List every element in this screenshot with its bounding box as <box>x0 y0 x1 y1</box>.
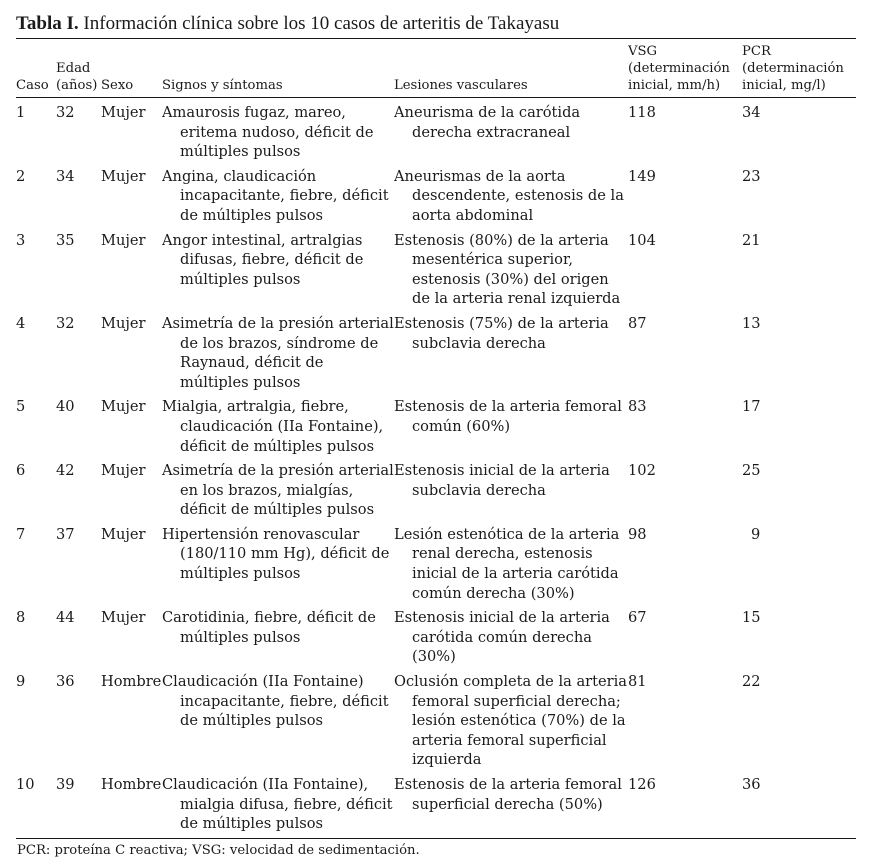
table-row <box>16 603 856 667</box>
cell-caso: 9 <box>16 673 26 691</box>
cell-signos: Asimetría de la presión arterial de los brazos, síndrome de Raynaud, déficit de múltiples pulsos <box>162 314 394 391</box>
cell-lesiones: Aneurisma de la carótida derecha extracraneal <box>394 104 581 141</box>
table-caption <box>16 12 856 38</box>
cell-vsg: 102 <box>628 462 656 480</box>
table-row <box>16 456 856 520</box>
cell-sexo: Mujer <box>101 231 146 249</box>
cell-vsg: 87 <box>628 314 647 332</box>
header-edad: Edad (años) <box>56 39 101 98</box>
header-pcr: PCR (determinación inicial, mg/l) <box>742 39 856 98</box>
cell-signos: Carotidinia, fiebre, déficit de múltiples pulsos <box>162 609 376 646</box>
document-page <box>16 12 856 861</box>
cell-pcr: 23 <box>742 167 761 185</box>
cell-vsg: 67 <box>628 609 647 627</box>
cell-lesiones: Estenosis de la arteria femoral común (60%) <box>394 398 622 435</box>
cell-lesiones: Lesión estenótica de la arteria renal derecha, estenosis inicial de la arteria carótida común derecha (30%) <box>394 525 620 602</box>
cell-lesiones: Estenosis (75%) de la arteria subclavia derecha <box>394 314 609 352</box>
cell-sexo: Hombre <box>101 776 162 793</box>
cell-signos: Angor intestinal, artralgias difusas, fiebre, déficit de múltiples pulsos <box>162 231 364 288</box>
cell-edad: 44 <box>56 609 75 627</box>
header-lesiones: Lesiones vasculares <box>394 39 628 98</box>
cell-caso: 1 <box>16 104 26 121</box>
cell-lesiones: Estenosis inicial de la arteria carótida común derecha (30%) <box>394 609 610 666</box>
cell-pcr: 17 <box>742 398 761 416</box>
table-row <box>16 770 856 838</box>
table-row <box>16 392 856 456</box>
cell-pcr: 25 <box>742 462 761 480</box>
cell-vsg: 98 <box>628 525 647 543</box>
table-row <box>16 162 856 226</box>
cell-vsg: 126 <box>628 776 656 793</box>
cell-sexo: Mujer <box>101 609 146 627</box>
cell-signos: Claudicación (IIa Fontaine), mialgia difusa, fiebre, déficit de múltiples pulsos <box>162 776 393 833</box>
cell-caso: 5 <box>16 398 26 416</box>
cell-vsg: 83 <box>628 398 647 416</box>
cell-edad: 36 <box>56 673 75 691</box>
cell-lesiones: Estenosis (80%) de la arteria mesentérica superior, estenosis (30%) del origen de la arteria renal izquierda <box>394 231 621 308</box>
cell-edad: 42 <box>56 462 75 480</box>
table-row <box>16 226 856 309</box>
cell-lesiones: Oclusión completa de la arteria femoral superficial derecha; lesión estenótica (70%) de la arteria femoral superficial izquierda <box>394 673 627 769</box>
cell-signos: Angina, claudicación incapacitante, fiebre, déficit de múltiples pulsos <box>162 167 389 224</box>
table-header-row <box>16 39 856 98</box>
table-row <box>16 309 856 392</box>
cell-edad: 40 <box>56 398 75 416</box>
cell-pcr: 34 <box>742 104 761 121</box>
cell-pcr: 36 <box>742 776 761 793</box>
cell-edad: 35 <box>56 231 75 249</box>
cell-pcr: 9 <box>751 525 761 543</box>
cell-pcr: 15 <box>742 609 761 627</box>
cell-vsg: 149 <box>628 167 656 185</box>
table-row <box>16 98 856 162</box>
table-row <box>16 520 856 603</box>
cell-sexo: Mujer <box>101 314 146 332</box>
cell-caso: 10 <box>16 776 35 793</box>
cell-vsg: 104 <box>628 231 656 249</box>
cell-caso: 7 <box>16 525 26 543</box>
cell-caso: 8 <box>16 609 26 627</box>
cell-pcr: 21 <box>742 231 761 249</box>
cell-edad: 32 <box>56 314 75 332</box>
cell-edad: 37 <box>56 525 75 543</box>
header-vsg: VSG (determinación inicial, mm/h) <box>628 39 742 98</box>
table-caption-text: Información clínica sobre los 10 casos de arteritis de Takayasu <box>83 13 560 34</box>
cell-lesiones: Aneurismas de la aorta descendente, estenosis de la aorta abdominal <box>394 167 624 224</box>
header-sexo: Sexo <box>101 39 162 98</box>
cell-edad: 39 <box>56 776 75 793</box>
cell-sexo: Mujer <box>101 167 146 185</box>
table-footnote: PCR: proteína C reactiva; VSG: velocidad de sedimentación. <box>16 838 856 861</box>
table-footer-row <box>16 838 856 861</box>
cell-vsg: 81 <box>628 673 647 691</box>
cell-caso: 4 <box>16 314 26 332</box>
cell-lesiones: Estenosis inicial de la arteria subclavia derecha <box>394 462 610 499</box>
cell-signos: Mialgia, artralgia, fiebre, claudicación (IIa Fontaine), déficit de múltiples pulsos <box>162 398 384 455</box>
cell-signos: Hipertensión renovascular (180/110 mm Hg), déficit de múltiples pulsos <box>162 525 390 583</box>
clinical-info-table <box>16 38 856 861</box>
cell-edad: 32 <box>56 104 75 121</box>
table-caption-label: Tabla I. <box>16 13 79 34</box>
cell-lesiones: Estenosis de la arteria femoral superficial derecha (50%) <box>394 776 622 813</box>
cell-edad: 34 <box>56 167 75 185</box>
cell-pcr: 13 <box>742 314 761 332</box>
cell-sexo: Mujer <box>101 462 146 480</box>
cell-signos: Asimetría de la presión arterial en los brazos, mialgías, déficit de múltiples pulsos <box>162 462 394 519</box>
cell-vsg: 118 <box>628 104 656 121</box>
cell-sexo: Mujer <box>101 104 146 121</box>
header-caso: Caso <box>16 39 56 98</box>
header-signos: Signos y síntomas <box>162 39 394 98</box>
cell-signos: Amaurosis fugaz, mareo, eritema nudoso, déficit de múltiples pulsos <box>162 104 374 161</box>
cell-pcr: 22 <box>742 673 761 691</box>
cell-sexo: Hombre <box>101 673 162 691</box>
table-row <box>16 667 856 770</box>
cell-caso: 2 <box>16 167 26 185</box>
cell-caso: 3 <box>16 231 26 249</box>
cell-sexo: Mujer <box>101 398 146 416</box>
cell-caso: 6 <box>16 462 26 480</box>
cell-signos: Claudicación (IIa Fontaine) incapacitante, fiebre, déficit de múltiples pulsos <box>162 673 389 730</box>
cell-sexo: Mujer <box>101 525 146 543</box>
